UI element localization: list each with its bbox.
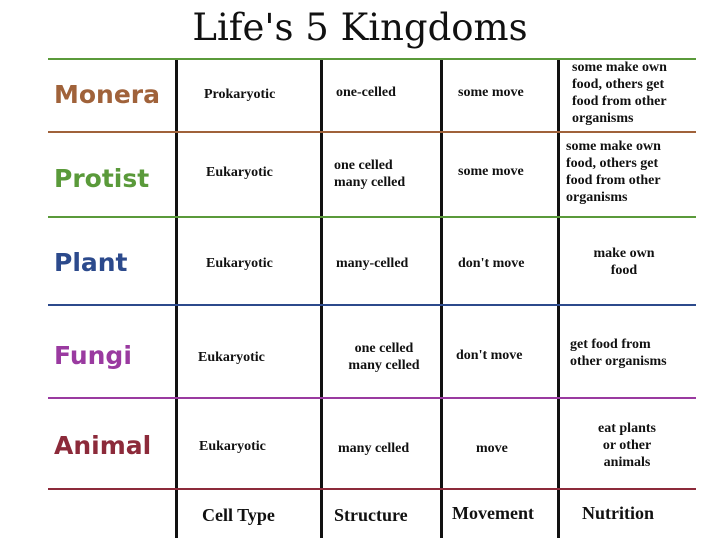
column-header-movement: Movement [452,503,534,523]
kingdom-name: Fungi [54,341,132,370]
column-header-structure: Structure [334,505,408,525]
structure: one celled many celled [348,341,420,373]
row-divider [48,216,696,218]
column-header-nutrition: Nutrition [582,503,654,523]
kingdom-name: Animal [54,431,152,460]
movement: some move [458,164,524,179]
row-divider [48,488,696,490]
structure: many-celled [336,256,409,271]
cell-type: Eukaryotic [206,165,273,180]
structure: one-celled [336,85,396,100]
row-divider [48,304,696,306]
nutrition: eat plants or other animals [598,421,656,470]
column-divider [320,58,323,538]
movement: move [476,441,508,456]
cell-type: Eukaryotic [199,439,266,454]
column-header-cell-type: Cell Type [202,505,275,525]
movement: don't move [456,348,523,363]
column-divider [440,58,443,538]
row-divider [48,131,696,133]
cell-type: Eukaryotic [198,350,265,365]
structure: many celled [338,441,410,456]
row-divider [48,397,696,399]
structure: one celled many celled [334,158,406,190]
movement: don't move [458,256,525,271]
nutrition: some make own food, others get food from other organisms [566,139,661,205]
nutrition: some make own food, others get food from other organisms [572,60,667,126]
nutrition: make own food [593,246,655,278]
column-divider [175,58,178,538]
cell-type: Prokaryotic [204,87,276,102]
kingdom-name: Plant [54,248,128,277]
kingdom-name: Protist [54,164,150,193]
nutrition: get food from other organisms [570,337,667,369]
movement: some move [458,85,524,100]
cell-type: Eukaryotic [206,256,273,271]
kingdom-name: Monera [54,80,161,109]
column-divider [557,58,560,538]
page-title: Life's 5 Kingdoms [192,6,528,49]
